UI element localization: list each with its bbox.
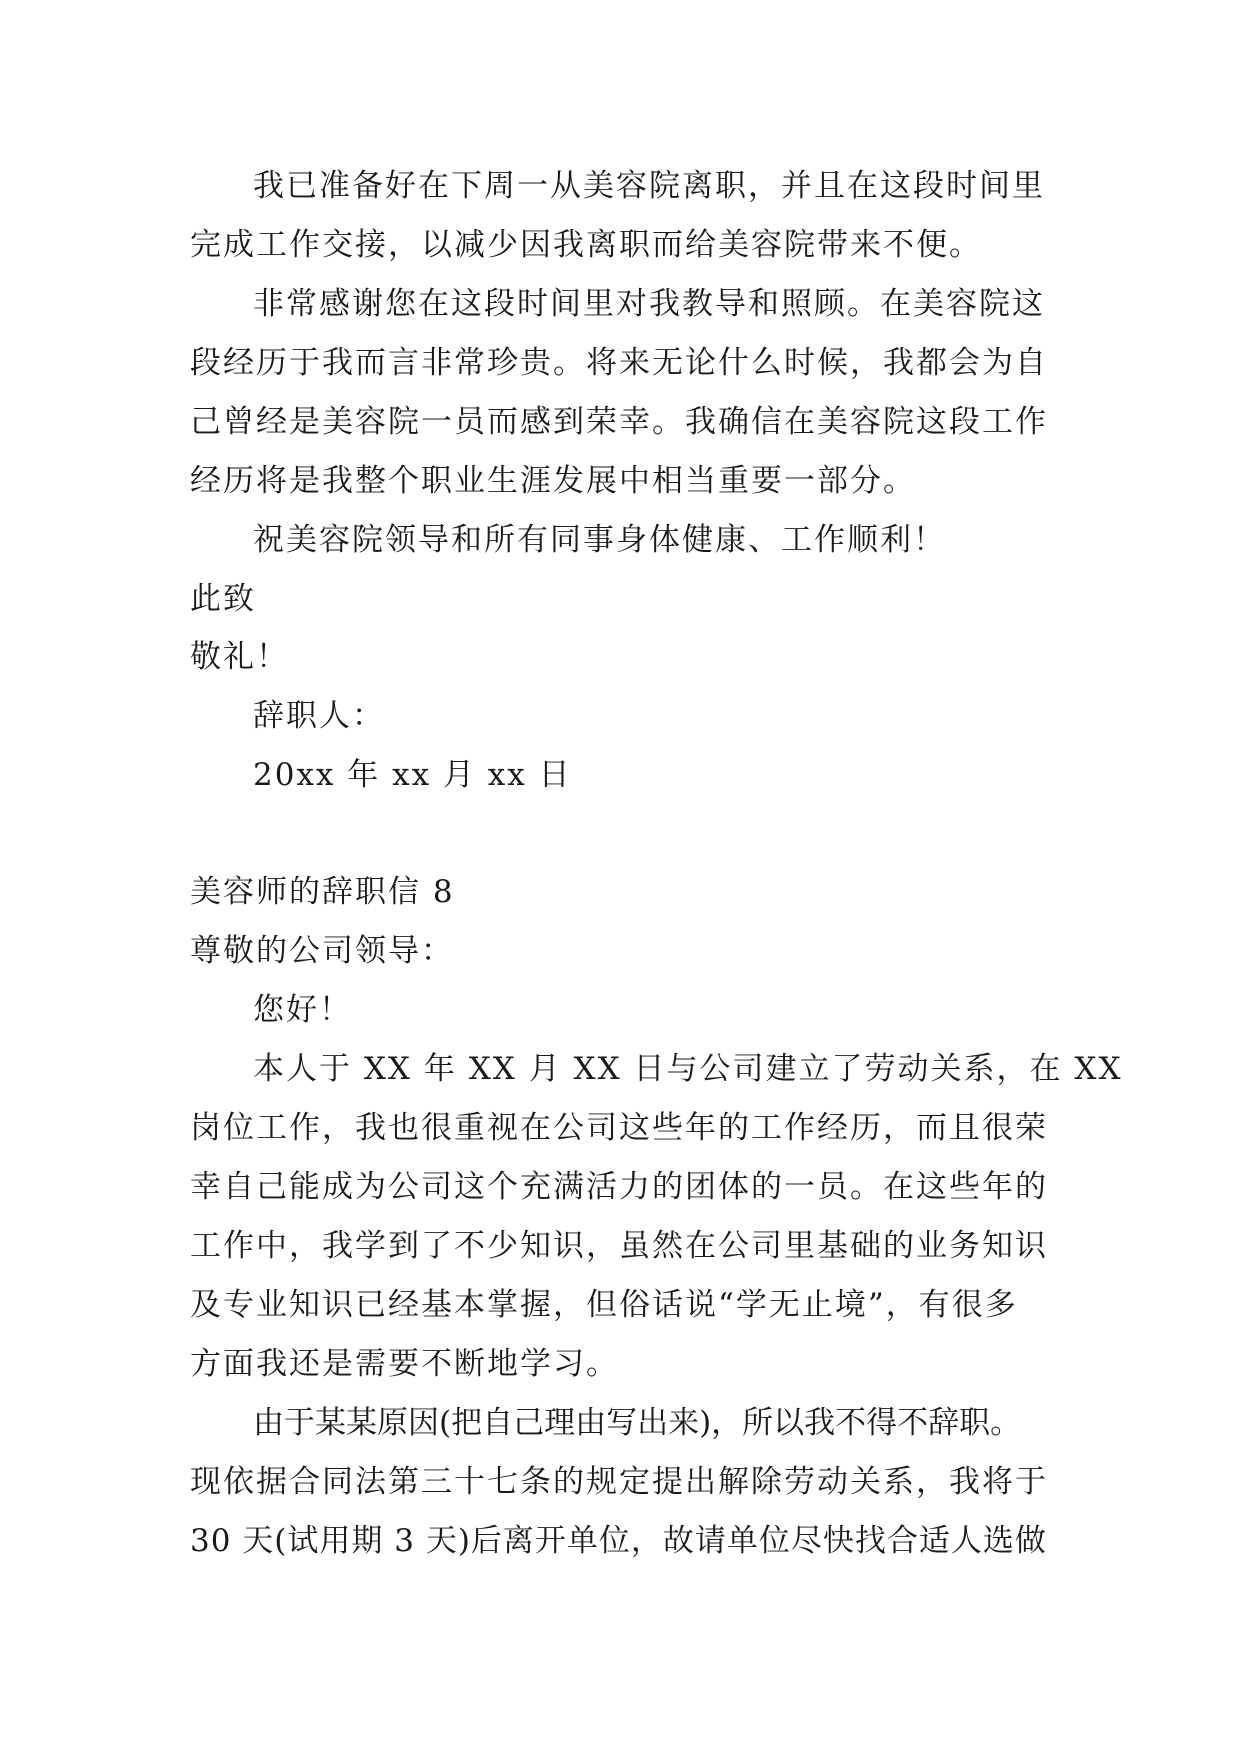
text-line: 己曾经是美容院一员而感到荣幸。我确信在美容院这段工作 bbox=[190, 404, 1048, 440]
text-line: 非常感谢您在这段时间里对我教导和照顾。在美容院这 bbox=[253, 286, 1045, 322]
text-line: 30 天(试用期 3 天)后离开单位，故请单位尽快找合适人选做 bbox=[190, 1523, 1047, 1559]
text-line: 幸自己能成为公司这个充满活力的团体的一员。在这些年的 bbox=[190, 1169, 1048, 1205]
text-line: 工作中，我学到了不少知识，虽然在公司里基础的业务知识 bbox=[190, 1228, 1048, 1264]
text-line: 及专业知识已经基本掌握，但俗话说“学无止境”，有很多 bbox=[190, 1287, 1018, 1323]
text-line: 经历将是我整个职业生涯发展中相当重要一部分。 bbox=[190, 463, 916, 499]
signature-line: 辞职人： bbox=[253, 698, 385, 734]
text-line: 祝美容院领导和所有同事身体健康、工作顺利！ bbox=[253, 522, 946, 558]
text-line: 我已准备好在下周一从美容院离职，并且在这段时间里 bbox=[253, 168, 1045, 204]
date-line: 20xx 年 xx 月 xx 日 bbox=[253, 757, 572, 793]
closing-line: 此致 bbox=[190, 581, 256, 617]
text-line: 完成工作交接，以减少因我离职而给美容院带来不便。 bbox=[190, 227, 982, 263]
text-line: 岗位工作，我也很重视在公司这些年的工作经历，而且很荣 bbox=[190, 1110, 1048, 1146]
salutation-line: 尊敬的公司领导： bbox=[190, 933, 454, 969]
text-line: 方面我还是需要不断地学习。 bbox=[190, 1346, 619, 1382]
text-line: 段经历于我而言非常珍贵。将来无论什么时候，我都会为自 bbox=[190, 345, 1048, 381]
section-title: 美容师的辞职信 8 bbox=[190, 874, 455, 910]
closing-line: 敬礼！ bbox=[190, 639, 289, 675]
text-line: 本人于 XX 年 XX 月 XX 日与公司建立了劳动关系，在 XX bbox=[253, 1051, 1123, 1087]
text-line: 由于某某原因(把自己理由写出来)，所以我不得不辞职。 bbox=[253, 1405, 1022, 1441]
text-line: 现依据合同法第三十七条的规定提出解除劳动关系，我将于 bbox=[190, 1464, 1048, 1500]
greeting-line: 您好！ bbox=[253, 992, 352, 1028]
